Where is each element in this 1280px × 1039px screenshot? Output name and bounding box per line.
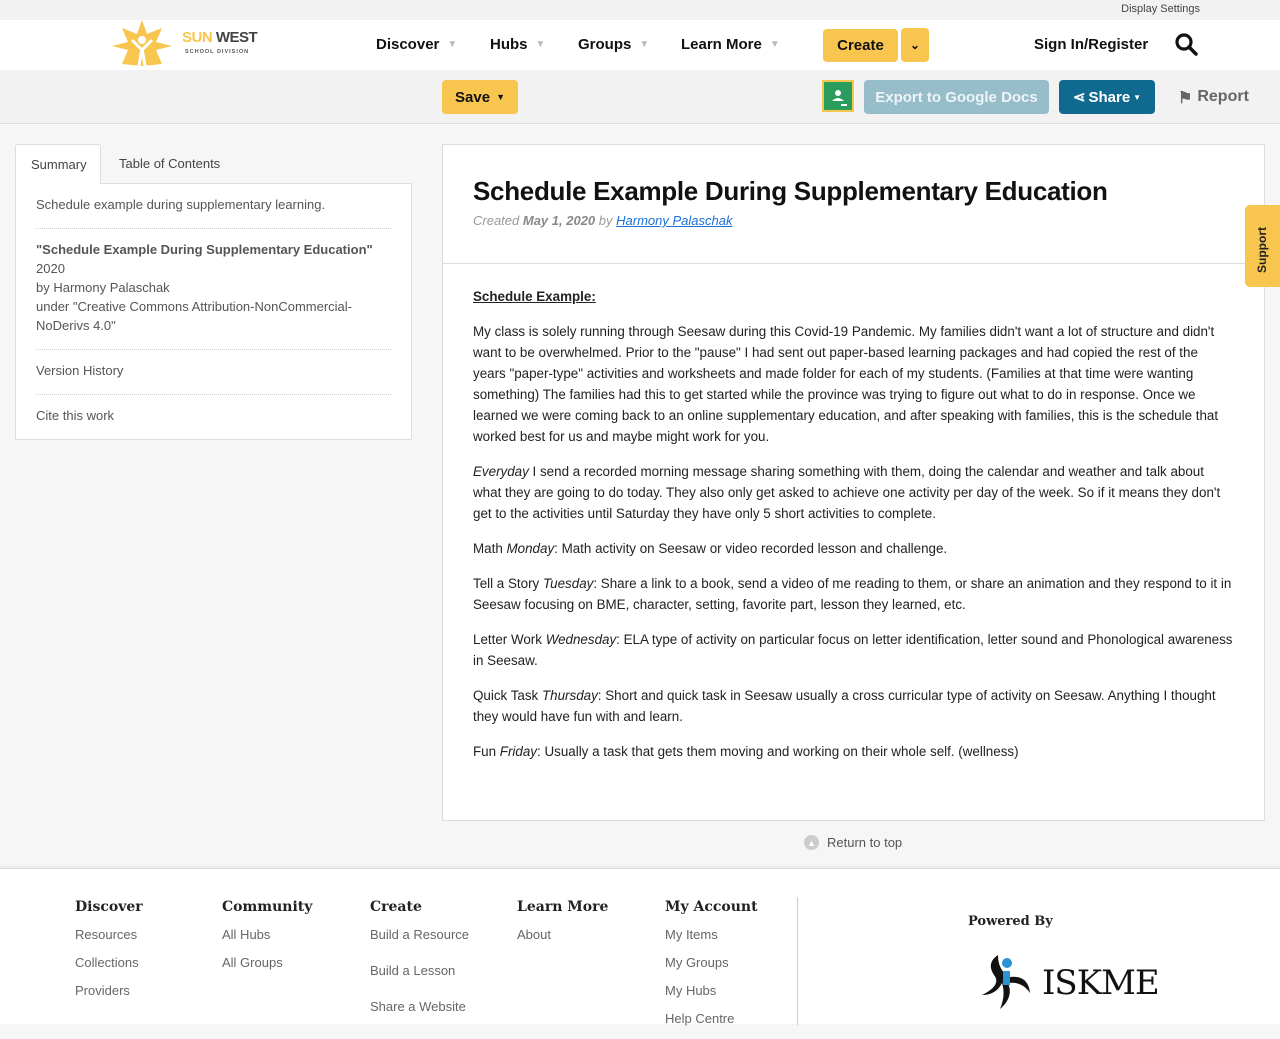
footer-link[interactable]: Help Centre <box>665 1011 735 1026</box>
footer-link[interactable]: Build a Resource <box>370 927 469 942</box>
author-link[interactable]: Harmony Palaschak <box>616 213 733 228</box>
footer-link[interactable]: Build a Lesson <box>370 963 456 978</box>
nav-hubs-label: Hubs <box>490 36 528 53</box>
resource-toolbar <box>0 70 1280 124</box>
share-icon: ⋖ <box>1072 89 1086 106</box>
footer <box>0 868 1280 1024</box>
article-body <box>443 264 1264 798</box>
report-button[interactable] <box>1178 88 1249 108</box>
footer-col-discover <box>75 899 143 1011</box>
chevron-down-icon: ▼ <box>447 39 458 50</box>
nav-groups[interactable] <box>578 36 649 53</box>
iskme-swirl-icon <box>978 953 1038 1013</box>
article-header <box>443 145 1264 264</box>
paragraph-friday <box>473 741 1234 762</box>
p-em: Thursday <box>541 688 598 703</box>
tab-table-of-contents[interactable]: Table of Contents <box>119 156 221 171</box>
p-pre: Math <box>473 541 507 556</box>
create-button[interactable]: Create <box>823 29 898 62</box>
footer-link[interactable]: My Groups <box>665 955 729 970</box>
p-pre: Tell a Story <box>473 576 543 591</box>
site-header <box>0 20 1280 70</box>
p-post: I send a recorded morning message sharing something with them, doing the calendar and weather and talk about what they are going to do today. They also only get asked to achieve one activity per day of the week. So if it means they don't get to the activities until Saturday they have only 5 short activities to complete. <box>473 464 1221 521</box>
save-button[interactable] <box>442 80 518 114</box>
sign-in-register-link[interactable]: Sign In/Register <box>1034 36 1149 53</box>
chevron-down-icon: ▼ <box>639 39 650 50</box>
export-google-docs-button[interactable]: Export to Google Docs <box>864 80 1049 114</box>
logo-subtitle: SCHOOL DIVISION <box>185 49 250 55</box>
support-label: Support <box>1255 227 1269 273</box>
nav-hubs[interactable] <box>490 36 545 53</box>
license-author: by Harmony Palaschak <box>36 280 170 295</box>
arrow-up-circle-icon: ▲ <box>804 835 819 850</box>
sun-logo-icon <box>112 20 172 68</box>
footer-link[interactable]: All Groups <box>222 955 283 970</box>
caret-down-icon: ▼ <box>496 92 505 102</box>
support-tab[interactable] <box>1245 205 1280 287</box>
footer-divider <box>797 897 798 1025</box>
article-meta <box>473 213 1234 228</box>
google-classroom-icon[interactable] <box>822 80 854 112</box>
p-em: Tuesday <box>542 576 594 591</box>
search-icon[interactable] <box>1174 32 1198 61</box>
section-heading: Schedule Example: <box>473 289 596 304</box>
save-label: Save <box>455 88 491 106</box>
footer-link[interactable]: Collections <box>75 955 139 970</box>
create-dropdown-button[interactable] <box>901 28 929 62</box>
sun-west-logo[interactable] <box>112 20 257 68</box>
p-post: : Math activity on Seesaw or video recorded lesson and challenge. <box>554 541 948 556</box>
logo-west-text: WEST <box>215 29 258 46</box>
created-label: Created <box>473 213 520 228</box>
nav-discover[interactable] <box>376 36 457 53</box>
top-utility-bar <box>0 0 1280 20</box>
logo-sun-text: SUN <box>182 29 213 46</box>
license-info <box>36 229 391 350</box>
p-pre: Letter Work <box>473 632 546 647</box>
footer-heading: Learn More <box>517 899 609 915</box>
footer-link[interactable]: My Items <box>665 927 718 942</box>
powered-by-label: Powered By <box>968 914 1053 929</box>
iskme-logo[interactable] <box>978 953 1159 1013</box>
chevron-down-icon: ⌄ <box>909 38 921 52</box>
summary-panel <box>15 183 412 440</box>
page-title: Schedule Example During Supplementary Education <box>473 176 1108 206</box>
paragraph-thursday <box>473 685 1234 727</box>
footer-col-learn-more <box>517 899 608 955</box>
footer-col-community <box>222 899 312 983</box>
license-title: "Schedule Example During Supplementary Education" <box>36 242 373 257</box>
p-pre: Fun <box>473 744 500 759</box>
footer-link[interactable]: About <box>517 927 551 942</box>
created-date: May 1, 2020 <box>522 213 596 228</box>
nav-discover-label: Discover <box>376 36 440 53</box>
license-year: 2020 <box>36 261 65 276</box>
p-em: Monday <box>506 541 555 556</box>
footer-heading: Create <box>370 899 422 915</box>
nav-learn-more[interactable] <box>681 36 780 53</box>
cite-work-link[interactable]: Cite this work <box>36 408 115 423</box>
share-button[interactable] <box>1059 80 1155 114</box>
p-post: : ELA type of activity on particular focus on letter identification, letter sound and Phonological awareness in Seesaw. <box>473 632 1233 668</box>
share-label: Share <box>1088 88 1131 106</box>
footer-heading: Community <box>222 899 313 915</box>
summary-text: Schedule example during supplementary learning. <box>36 184 391 229</box>
tab-summary[interactable]: Summary <box>15 144 101 184</box>
chevron-down-icon: ▼ <box>535 39 546 50</box>
iskme-text: ISKME <box>1042 963 1159 1003</box>
paragraph-wednesday <box>473 629 1234 671</box>
license-type: under "Creative Commons Attribution-NonCommercial-NoDerivs 4.0" <box>36 299 353 333</box>
intro-paragraph: My class is solely running through Seesaw during this Covid-19 Pandemic. My families didn't want a lot of structure and didn't want to be overwhelmed. Prior to the "pause" I had sent out paper-based learning packages and had copied the rest of the years "paper-type" activities and worksheets and made folder for each of my students. (Families at that time were wanting something) The families had this to get started while the province was trying to figure out what to do in response. Once we learned we were coming back to an online supplementary education, and after speaking with families, this is the schedule that worked best for us and maybe might work for you. <box>473 324 1219 444</box>
footer-heading: My Account <box>665 899 758 915</box>
footer-col-my-account <box>665 899 758 1039</box>
report-label: Report <box>1197 88 1249 105</box>
p-post: : Share a link to a book, send a video of me reading to them, or share an animation and they respond to it in Seesaw focusing on BME, character, setting, favorite part, lesson they learned, etc. <box>473 576 1232 612</box>
caret-down-icon: ▼ <box>1133 92 1142 102</box>
chevron-down-icon: ▼ <box>769 39 780 50</box>
paragraph-tuesday <box>473 573 1234 615</box>
p-pre: Quick Task <box>473 688 542 703</box>
flag-icon: ⚑ <box>1178 90 1193 107</box>
p-em: Friday <box>499 744 538 759</box>
return-to-top-label: Return to top <box>827 835 903 850</box>
p-post: : Usually a task that gets them moving and working on their whole self. (wellness) <box>537 744 1019 759</box>
paragraph-monday <box>473 538 1234 559</box>
return-to-top-link[interactable] <box>804 835 902 850</box>
p-em: Wednesday <box>545 632 617 647</box>
footer-link[interactable]: Resources <box>75 927 138 942</box>
p-em: Everyday <box>473 464 529 479</box>
footer-link[interactable]: Share a Website <box>370 999 466 1014</box>
footer-link[interactable]: Providers <box>75 983 130 998</box>
footer-col-create <box>370 899 469 1027</box>
footer-link[interactable]: All Hubs <box>222 927 271 942</box>
version-history-link[interactable]: Version History <box>36 350 391 395</box>
p-post: : Short and quick task in Seesaw usually a cross curricular type of activity on Seesaw. Anything I thought they would have fun with and learn. <box>473 688 1216 724</box>
paragraph-everyday <box>473 461 1234 524</box>
display-settings-link[interactable]: Display Settings <box>1121 3 1200 15</box>
article <box>442 144 1265 821</box>
footer-link[interactable]: My Hubs <box>665 983 717 998</box>
nav-groups-label: Groups <box>578 36 632 53</box>
by-label: by <box>598 213 613 228</box>
footer-heading: Discover <box>75 899 143 915</box>
nav-learn-more-label: Learn More <box>681 36 762 53</box>
